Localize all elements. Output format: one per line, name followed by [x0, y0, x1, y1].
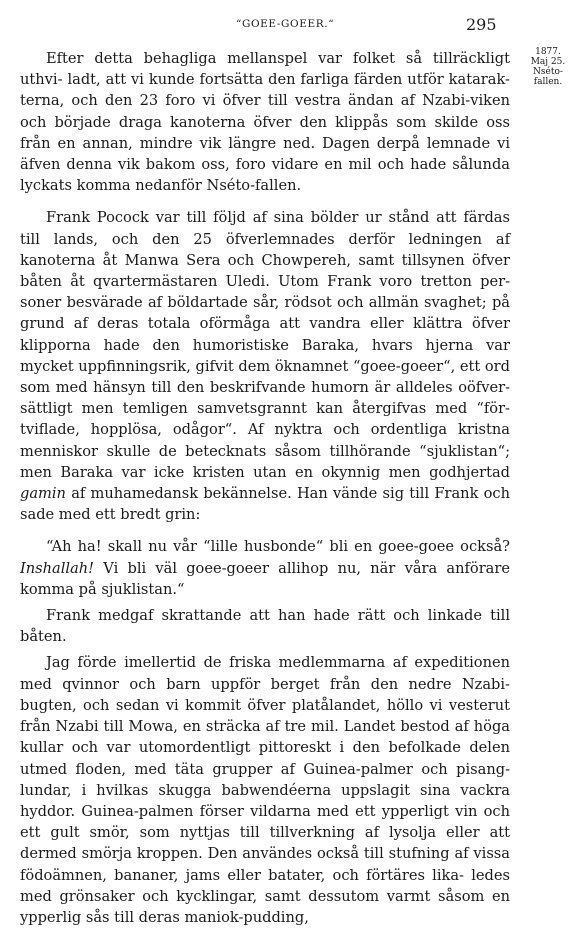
paragraph-3-quote: [20, 536, 510, 600]
paragraph-2: [20, 207, 510, 525]
margin-note: [525, 47, 571, 87]
paragraph-1-text: Efter detta behagliga mellanspel var folket så tillräckligt uthvi- ladt, att vi kunde fortsätta den farliga färden utför katarak- terna, och den 23 foro vi öfver till vestra ändan af Nzabi-viken och började draga kanoterna öfver den klippås som skilde oss från en annan, mindre vik längre ned. Dagen derpå lemnade vi äfven denna vik bakom oss, foro vidare en mil och hade sålunda lyckats komma nedanför Nséto-fallen.: [20, 50, 510, 195]
paragraph-3-text-b: Vi bli väl goee-goeer allihop nu, när våra anförare komma på sjuklistan.“: [20, 559, 510, 598]
margin-note-year: 1877.: [535, 47, 561, 57]
page-number: 295: [466, 15, 497, 34]
paragraph-4-text: Frank medgaf skrattande att han hade rätt och linkade till båten.: [20, 607, 510, 646]
running-title: “GOEE-GOEER.“: [236, 18, 335, 30]
paragraph-5-text: Jag förde imellertid de friska medlemmarna af expeditionen med qvinnor och barn uppför berget från den nedre Nzabi-bugten, och sedan vi kommit öfver platålandet, höllo vi vesterut från Nzabi till Mowa, en sträcka af tre mil. Landet bestod af höga kullar och var utomordentligt pittoreskt i den befolkade delen utmed floden, med täta grupper af Guinea-palmer och pisang- lundar, i hvilkas skugga babwendéerna uppslagit sina vackra hyddor. Guinea-palmen förser vildarna med ett ypperligt vin och ett gult smör, som nyttjas till tillverkning af lysolja eller att dermed smörja kroppen. Den användes också till stufning af vissa födoämnen, bananer, jams eller batater, och förtäres lika- ledes med grönsaker och kycklingar, samt dessutom varmt såsom en ypperlig sås till deras maniok-pudding,: [20, 654, 510, 926]
paragraph-2-text-a: Frank Pocock var till följd af sina bölder ur stånd att färdas till lands, och den 25 öfverlemnades derför ledningen af kanoterna åt Manwa Sera och Chowpereh, samt tillsynen öfver båten åt qvartermästaren Uledi. Utom Frank voro tretton per- soner besvärade af böldartade sår, rödsot och allmän svaghet; på grund af deras totala oförmåga att vandra eller klättra öfver klipporna hade den humoristiske Baraka, hvars hjerna var mycket uppfinningsrik, gifvit dem öknamnet “goee-goeer“, ett ord som med hänsyn till den beskrifvande humorn är alldeles oöfver- sättligt men temligen samvetsgrannt kan återgifvas med “för- tviflade, hopplösa, odågor“. Af nyktra och ordentliga kristna menniskor skulle de betecknats såsom tillhörande “sjuklistan“; men Baraka var icke kristen utan en okynnig men godhjertad: [20, 209, 510, 481]
paragraph-5: [20, 652, 510, 928]
margin-note-place-2: fallen.: [533, 77, 563, 87]
body-text: [20, 48, 510, 928]
paragraph-4: [20, 605, 510, 647]
paragraph-3-text-a: “Ah ha! skall nu vår “lille husbonde“ bli en goee-goee också?: [46, 538, 510, 556]
paragraph-2-text-b: af muhamedansk bekännelse. Han vände sig till Frank och sade med ett bredt grin:: [20, 485, 511, 524]
margin-note-date: Maj 25.: [530, 57, 566, 67]
running-header: [0, 15, 576, 37]
paragraph-2-italic: gamin: [20, 485, 66, 503]
paragraph-1: [20, 48, 510, 196]
paragraph-3-italic: Inshallah!: [20, 559, 95, 577]
margin-note-place-1: Nséto-: [533, 67, 563, 77]
